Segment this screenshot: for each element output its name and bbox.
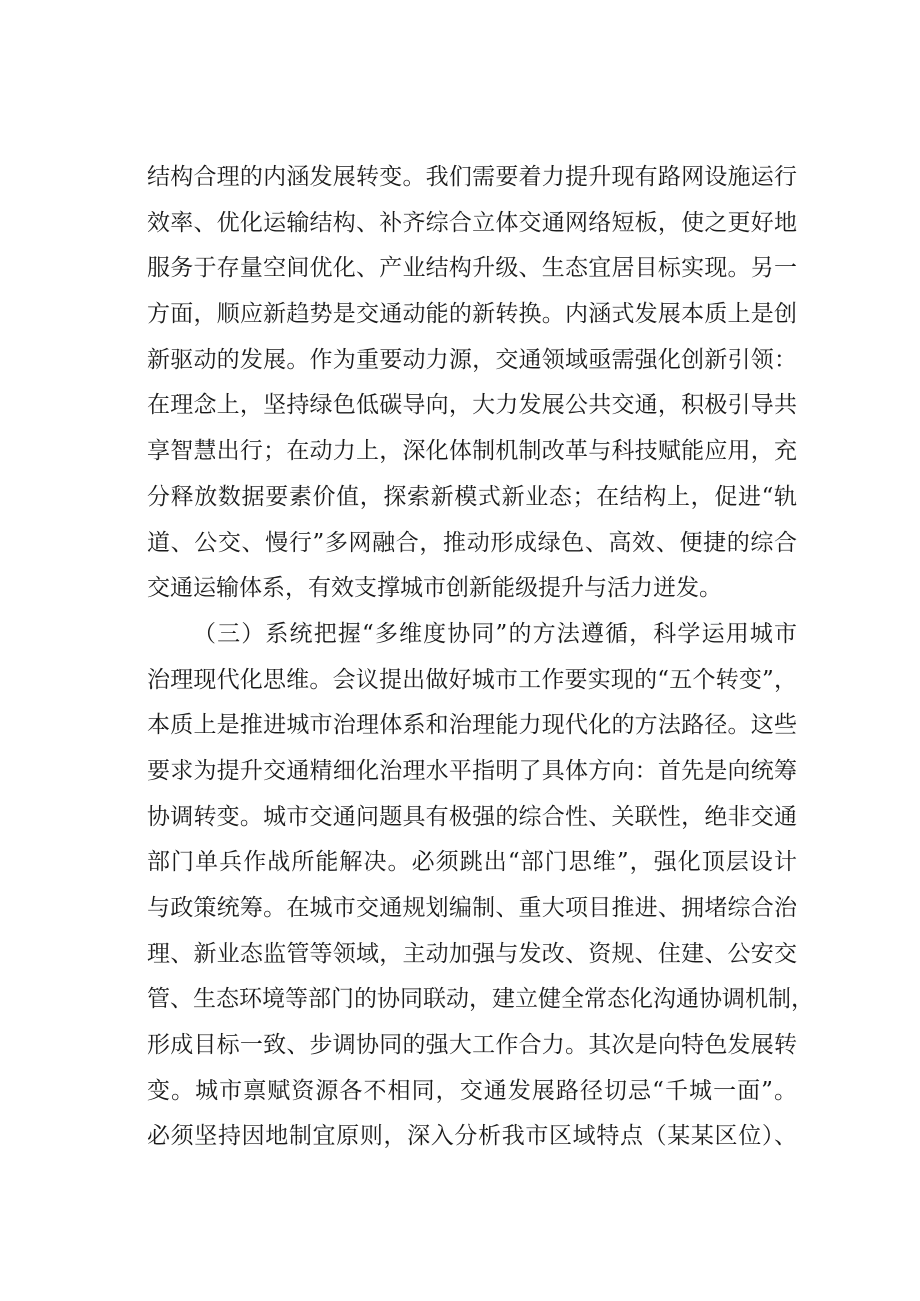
text-line: 治理现代化思维。会议提出做好城市工作要实现的“五个转变”， [147, 666, 797, 693]
text-line: 服务于存量空间优化、产业结构升级、生态宜居目标实现。另一 [147, 255, 797, 282]
text-line: 管、生态环境等部门的协同联动，建立健全常态化沟通协调机制， [147, 986, 814, 1013]
section-heading-line: （三）系统把握“多维度协同”的方法遵循，科学运用城市 [193, 620, 797, 647]
text-line: 方面，顺应新趋势是交通动能的新转换。内涵式发展本质上是创 [147, 301, 797, 328]
text-line: 要求为提升交通精细化治理水平指明了具体方向：首先是向统筹 [147, 757, 797, 784]
text-line: 分释放数据要素价值，探索新模式新业态；在结构上，促进“轨 [147, 483, 797, 510]
text-line: 形成目标一致、步调协同的强大工作合力。其次是向特色发展转 [147, 1032, 797, 1059]
text-line: 理、新业态监管等领域，主动加强与发改、资规、住建、公安交 [147, 940, 797, 967]
text-line: 协调转变。城市交通问题具有极强的综合性、关联性，绝非交通 [147, 803, 797, 830]
text-line: 部门单兵作战所能解决。必须跳出“部门思维”，强化顶层设计 [147, 849, 797, 876]
text-line: 效率、优化运输结构、补齐综合立体交通网络短板，使之更好地 [147, 209, 797, 236]
text-line: 道、公交、慢行”多网融合，推动形成绿色、高效、便捷的综合 [147, 529, 797, 556]
text-line: 在理念上，坚持绿色低碳导向，大力发展公共交通，积极引导共 [147, 392, 797, 419]
text-line: 新驱动的发展。作为重要动力源，交通领域亟需强化创新引领： [147, 346, 797, 373]
text-line: 享智慧出行；在动力上，深化体制机制改革与科技赋能应用，充 [147, 438, 797, 465]
text-line: 交通运输体系，有效支撑城市创新能级提升与活力迸发。 [147, 575, 722, 602]
text-line: 结构合理的内涵发展转变。我们需要着力提升现有路网设施运行 [147, 164, 797, 190]
text-line: 与政策统筹。在城市交通规划编制、重大项目推进、拥堵综合治 [147, 895, 797, 921]
text-line: 本质上是推进城市治理体系和治理能力现代化的方法路径。这些 [147, 712, 797, 739]
paragraph-1 [147, 155, 797, 612]
paragraph-2 [147, 612, 814, 1160]
text-line: 必须坚持因地制宜原则，深入分析我市区域特点（某某区位）、 [147, 1123, 797, 1150]
document-body [147, 155, 814, 1160]
text-line: 变。城市禀赋资源各不相同，交通发展路径切忌“千城一面”。 [147, 1077, 797, 1104]
